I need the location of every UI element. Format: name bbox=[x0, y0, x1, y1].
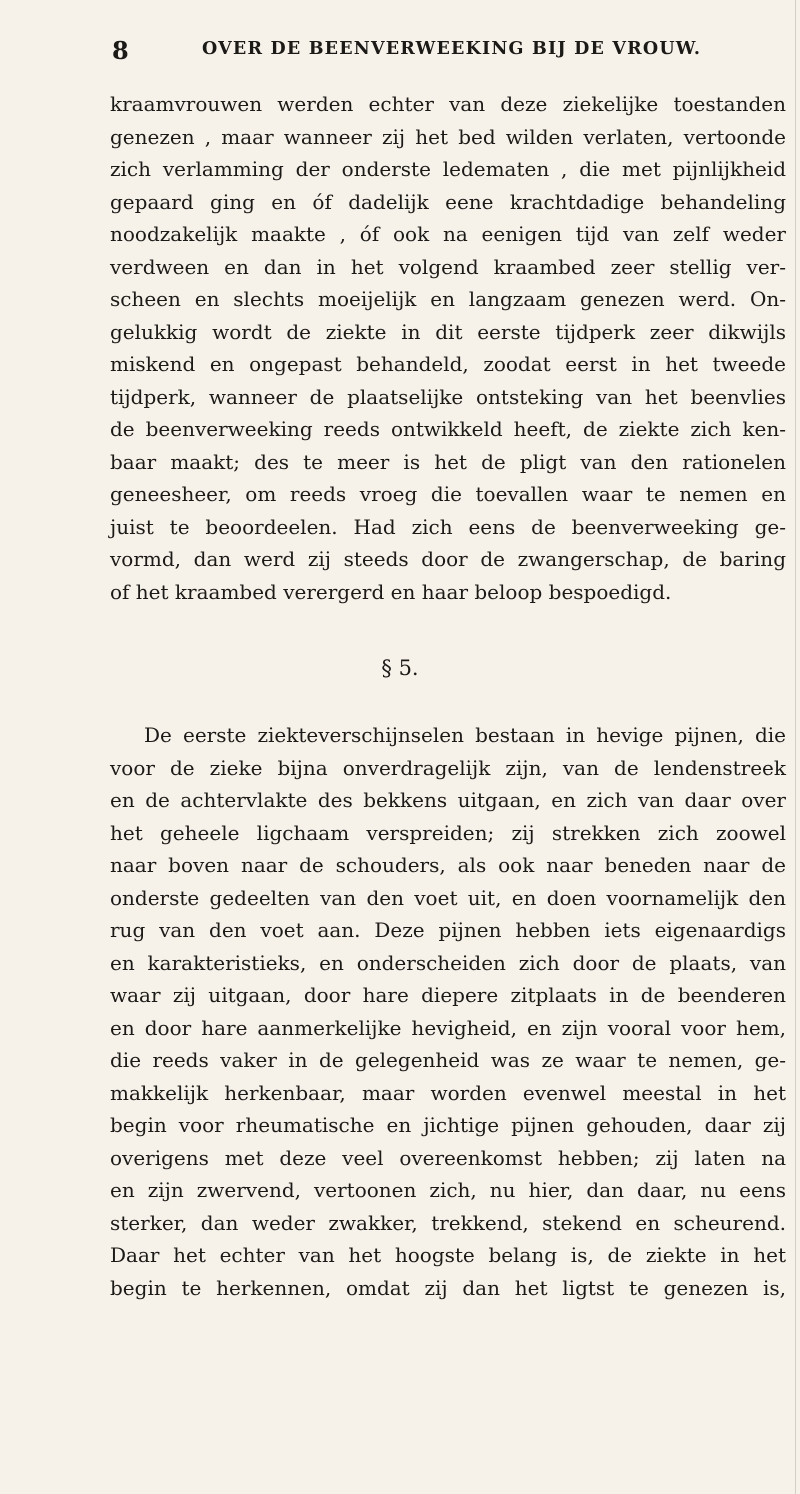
text-line: en door hare aanmerkelijke hevigheid, en zijn vooral voor hem, bbox=[110, 1015, 786, 1040]
running-title: OVER DE BEENVERWEEKING BIJ DE VROUW. bbox=[202, 39, 702, 59]
text-line: het geheele ligchaam verspreiden; zij strekken zich zoowel bbox=[110, 820, 786, 845]
text-line: waar zij uitgaan, door hare diepere zitplaats in de beenderen bbox=[110, 983, 786, 1007]
text-line: Daar het echter van het hoogste belang is, de ziekte in het bbox=[110, 1243, 786, 1267]
text-line: en zijn zwervend, vertoonen zich, nu hier, dan daar, nu eens bbox=[110, 1178, 786, 1202]
text-line: scheen en slechts moeijelijk en langzaam genezen werd. On- bbox=[110, 287, 786, 311]
text-line: of het kraambed verergerd en haar beloop bespoedigd. bbox=[110, 579, 672, 604]
text-line: en karakteristieks, en onderscheiden zich door de plaats, van bbox=[110, 950, 786, 975]
text-line: makkelijk herkenbaar, maar worden evenwel meestal in het bbox=[110, 1080, 786, 1105]
text-line: juist te beoordeelen. Had zich eens de beenverweeking ge- bbox=[110, 514, 786, 539]
text-line: begin voor rheumatische en jichtige pijnen gehouden, daar zij bbox=[110, 1113, 786, 1137]
text-line: onderste gedeelten van den voet uit, en doen voornamelijk den bbox=[110, 885, 786, 910]
page-number: 8 bbox=[112, 36, 130, 65]
text-line: De eerste ziekteverschijnselen bestaan in hevige pijnen, die bbox=[144, 723, 786, 747]
text-line: vormd, dan werd zij steeds door de zwangerschap, de baring bbox=[110, 547, 786, 571]
text-line: miskend en ongepast behandeld, zoodat eerst in het tweede bbox=[110, 352, 786, 376]
text-line: gepaard ging en óf dadelijk eene krachtdadige behandeling bbox=[110, 189, 786, 214]
text-line: de beenverweeking reeds ontwikkeld heeft, de ziekte zich ken- bbox=[110, 417, 786, 441]
text-line: die reeds vaker in de gelegenheid was ze waar te nemen, ge- bbox=[110, 1048, 786, 1072]
text-line: naar boven naar de schouders, als ook naar beneden naar de bbox=[110, 853, 786, 877]
text-line: zich verlamming der onderste ledematen , die met pijnlijkheid bbox=[110, 157, 786, 181]
text-line: rug van den voet aan. Deze pijnen hebben iets eigenaardigs bbox=[110, 918, 786, 942]
paragraph-1 bbox=[110, 88, 786, 608]
text-line: voor de zieke bijna onverdragelijk zijn, van de lendenstreek bbox=[110, 755, 786, 780]
paragraph-2 bbox=[110, 719, 786, 1304]
text-line: sterker, dan weder zwakker, trekkend, stekend en scheurend. bbox=[110, 1210, 786, 1235]
text-line: genezen , maar wanneer zij het bed wilden verlaten, vertoonde bbox=[110, 124, 786, 149]
text-line: geneesheer, om reeds vroeg die toevallen waar te nemen en bbox=[110, 482, 786, 506]
text-line: gelukkig wordt de ziekte in dit eerste tijdperk zeer dikwijls bbox=[110, 319, 786, 344]
text-line: en de achtervlakte des bekkens uitgaan, en zich van daar over bbox=[110, 788, 786, 812]
page-edge bbox=[795, 0, 796, 1494]
text-line: baar maakt; des te meer is het de pligt van den rationelen bbox=[110, 449, 786, 474]
page-header bbox=[112, 36, 800, 68]
text-line: tijdperk, wanneer de plaatselijke ontsteking van het beenvlies bbox=[110, 384, 786, 409]
section-heading: § 5. bbox=[381, 656, 419, 680]
text-line: begin te herkennen, omdat zij dan het ligtst te genezen is, bbox=[110, 1275, 786, 1300]
text-line: overigens met deze veel overeenkomst hebben; zij laten na bbox=[110, 1145, 786, 1170]
text-line: verdween en dan in het volgend kraambed zeer stellig ver- bbox=[110, 254, 786, 279]
text-line: noodzakelijk maakte , óf ook na eenigen tijd van zelf weder bbox=[110, 222, 786, 246]
text-line: kraamvrouwen werden echter van deze ziekelijke toestanden bbox=[110, 92, 786, 116]
